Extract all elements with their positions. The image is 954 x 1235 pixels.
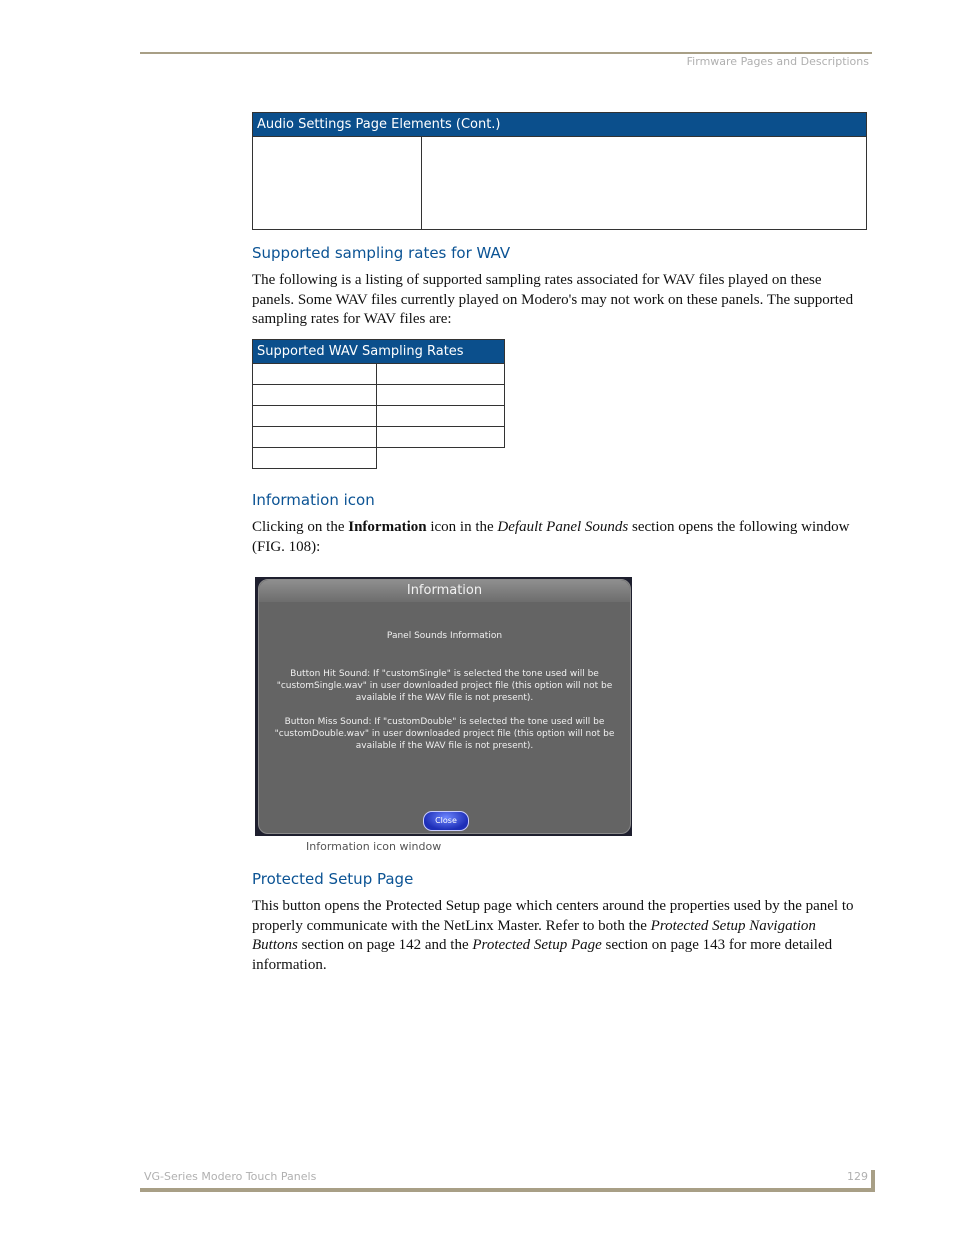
header-section-title: Firmware Pages and Descriptions — [686, 55, 869, 68]
footer-product-name: VG-Series Modero Touch Panels — [144, 1170, 317, 1183]
table-cell — [422, 137, 867, 230]
table-cell — [253, 137, 422, 230]
footer-page-number: 129 — [847, 1170, 868, 1183]
information-window-title: Information — [259, 580, 630, 602]
table-row — [253, 406, 505, 427]
table-row — [253, 448, 505, 469]
table-row — [253, 364, 505, 385]
close-button[interactable]: Close — [423, 811, 469, 831]
table-row — [253, 427, 505, 448]
information-window-screenshot — [255, 577, 632, 836]
info-section-body: Clicking on the Information icon in the Default Panel Sounds section opens the following window (FIG. 108): — [252, 519, 850, 555]
table-row — [253, 385, 505, 406]
protected-section-heading: Protected Setup Page — [252, 870, 414, 888]
button-miss-sound-text: Button Miss Sound: If "customDouble" is selected the tone used will be "customDouble.wav" in user downloaded project file (this option will not be available if the WAV file is not present). — [274, 717, 615, 751]
protected-section-body: This button opens the Protected Setup page which centers around the properties used by the panel to properly communicate with the NetLinx Master. Refer to both the Protected Setup Navigation Buttons section on page 142 and the Protected Setup Page section on page 143 for more detailed information. — [252, 898, 854, 973]
header-rule — [140, 52, 872, 54]
panel-sounds-heading: Panel Sounds Information — [386, 631, 503, 641]
info-section-heading: Information icon — [252, 491, 375, 509]
footer-rule — [140, 1188, 875, 1192]
wav-sampling-rates-table — [252, 339, 505, 469]
figure-caption: Information icon window — [306, 840, 442, 853]
button-hit-sound-text: Button Hit Sound: If "customSingle" is selected the tone used will be "customSingle.wav" in user downloaded project file (this option will not be available if the WAV file is not present). — [276, 669, 613, 703]
audio-settings-table-title: Audio Settings Page Elements (Cont.) — [253, 113, 867, 137]
information-window — [258, 579, 631, 834]
wav-table-title: Supported WAV Sampling Rates — [253, 340, 505, 364]
audio-settings-table — [252, 112, 867, 230]
wav-section-body: The following is a listing of supported sampling rates associated for WAV files played on these panels. Some WAV files currently played on Modero's may not work on these panels. The supported sampling rates for WAV files are: — [252, 272, 854, 327]
wav-section-heading: Supported sampling rates for WAV — [252, 244, 511, 262]
